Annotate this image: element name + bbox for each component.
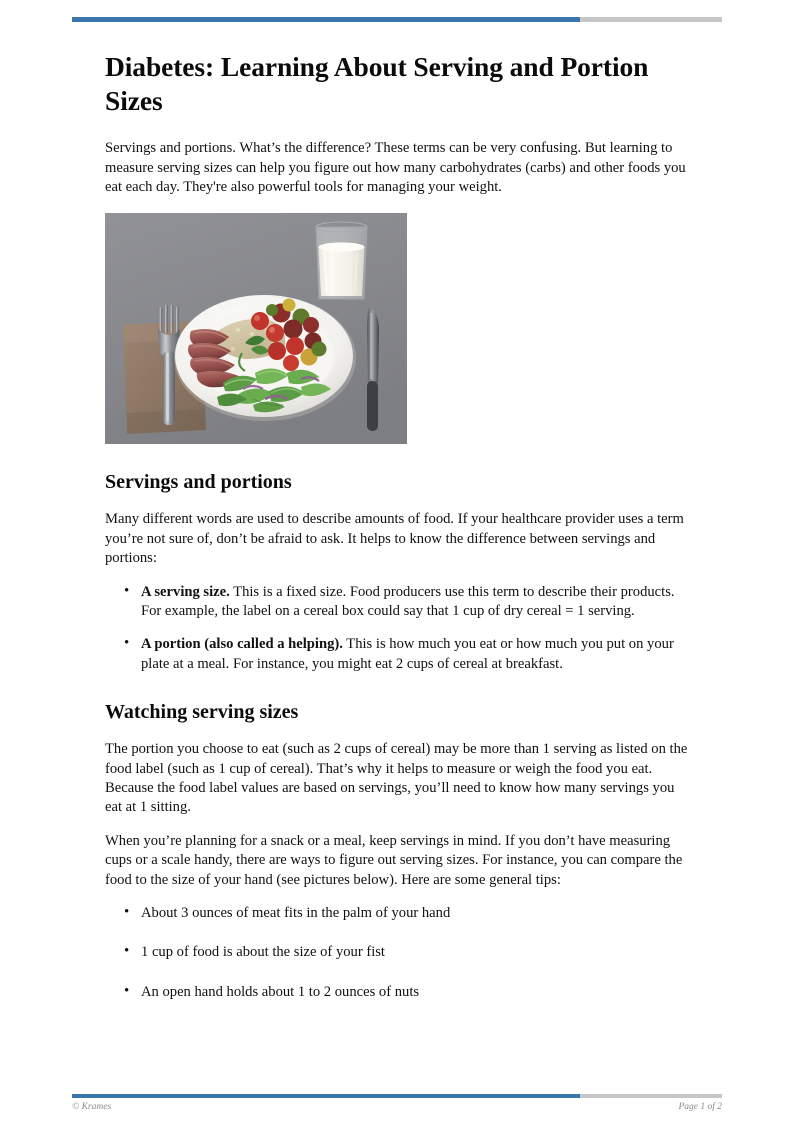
- meal-photo: [105, 213, 407, 444]
- document-body: [105, 50, 691, 1022]
- footer-page-number: Page 1 of 2: [678, 1102, 722, 1112]
- list-item-lead: A serving size.: [141, 583, 230, 600]
- section-paragraph: When you’re planning for a snack or a meal, keep servings in mind. If you don’t have measuring cups or a scale handy, there are ways to figure out serving sizes. For instance, you can compare the food to the size of your hand (see pictures below). Here are some general tips:: [105, 832, 683, 888]
- list-item-text: About 3 ounces of meat fits in the palm of your hand: [141, 905, 451, 921]
- list-item-text: This is a fixed size. Food producers use this term to describe their products. For example, the label on a cereal box could say that 1 cup of dry cereal = 1 serving.: [141, 583, 675, 619]
- general-tips-list: [105, 904, 691, 1002]
- header-rule-gray-segment: [580, 17, 722, 22]
- footer-rule: [72, 1094, 722, 1098]
- section-heading-servings-and-portions: Servings and portions: [105, 471, 292, 494]
- intro-paragraph: Servings and portions. What’s the difference? These terms can be very confusing. But learning to measure serving sizes can help you figure out how many carbohydrates (carbs) and other foods you eat each day. They're also powerful tools for managing your weight.: [105, 140, 686, 195]
- footer-rule-blue-segment: [72, 1094, 580, 1098]
- list-item: [141, 943, 691, 962]
- footer-rule-gray-segment: [580, 1094, 722, 1098]
- list-item: [141, 983, 691, 1002]
- servings-definitions-list: [105, 583, 691, 675]
- section-paragraph: The portion you choose to eat (such as 2 cups of cereal) may be more than 1 serving as listed on the food label (such as 1 cup of cereal). That’s why it helps to measure or weigh the food you eat. Because the food label values are based on servings, you’ll need to know how many servings you eat at 1 sitting.: [105, 741, 688, 816]
- list-item-text: This is how much you eat or how much you put on your plate at a meal. For instance, you might eat 2 cups of cereal at breakfast.: [141, 636, 674, 672]
- section-heading-watching-serving-sizes: Watching serving sizes: [105, 701, 299, 724]
- list-item: [141, 583, 691, 622]
- list-item: [141, 904, 691, 923]
- section-paragraph: Many different words are used to describe amounts of food. If your healthcare provider uses a term you’re not sure of, don’t be afraid to ask. It helps to know the difference between servings and portions:: [105, 511, 684, 567]
- knife-shape: [367, 308, 379, 431]
- header-rule: [72, 17, 722, 22]
- list-item-lead: A portion (also called a helping).: [141, 636, 343, 653]
- list-item: [141, 635, 691, 674]
- footer-copyright: © Krames: [72, 1102, 112, 1112]
- list-item-text: 1 cup of food is about the size of your fist: [141, 944, 385, 961]
- page-title: Diabetes: Learning About Serving and Portion Sizes: [105, 51, 649, 116]
- header-rule-blue-segment: [72, 17, 580, 22]
- list-item-text: An open hand holds about 1 to 2 ounces of nuts: [141, 983, 420, 1000]
- meal-photo-illustration: [105, 213, 407, 444]
- glass-of-milk-shape: [316, 222, 367, 299]
